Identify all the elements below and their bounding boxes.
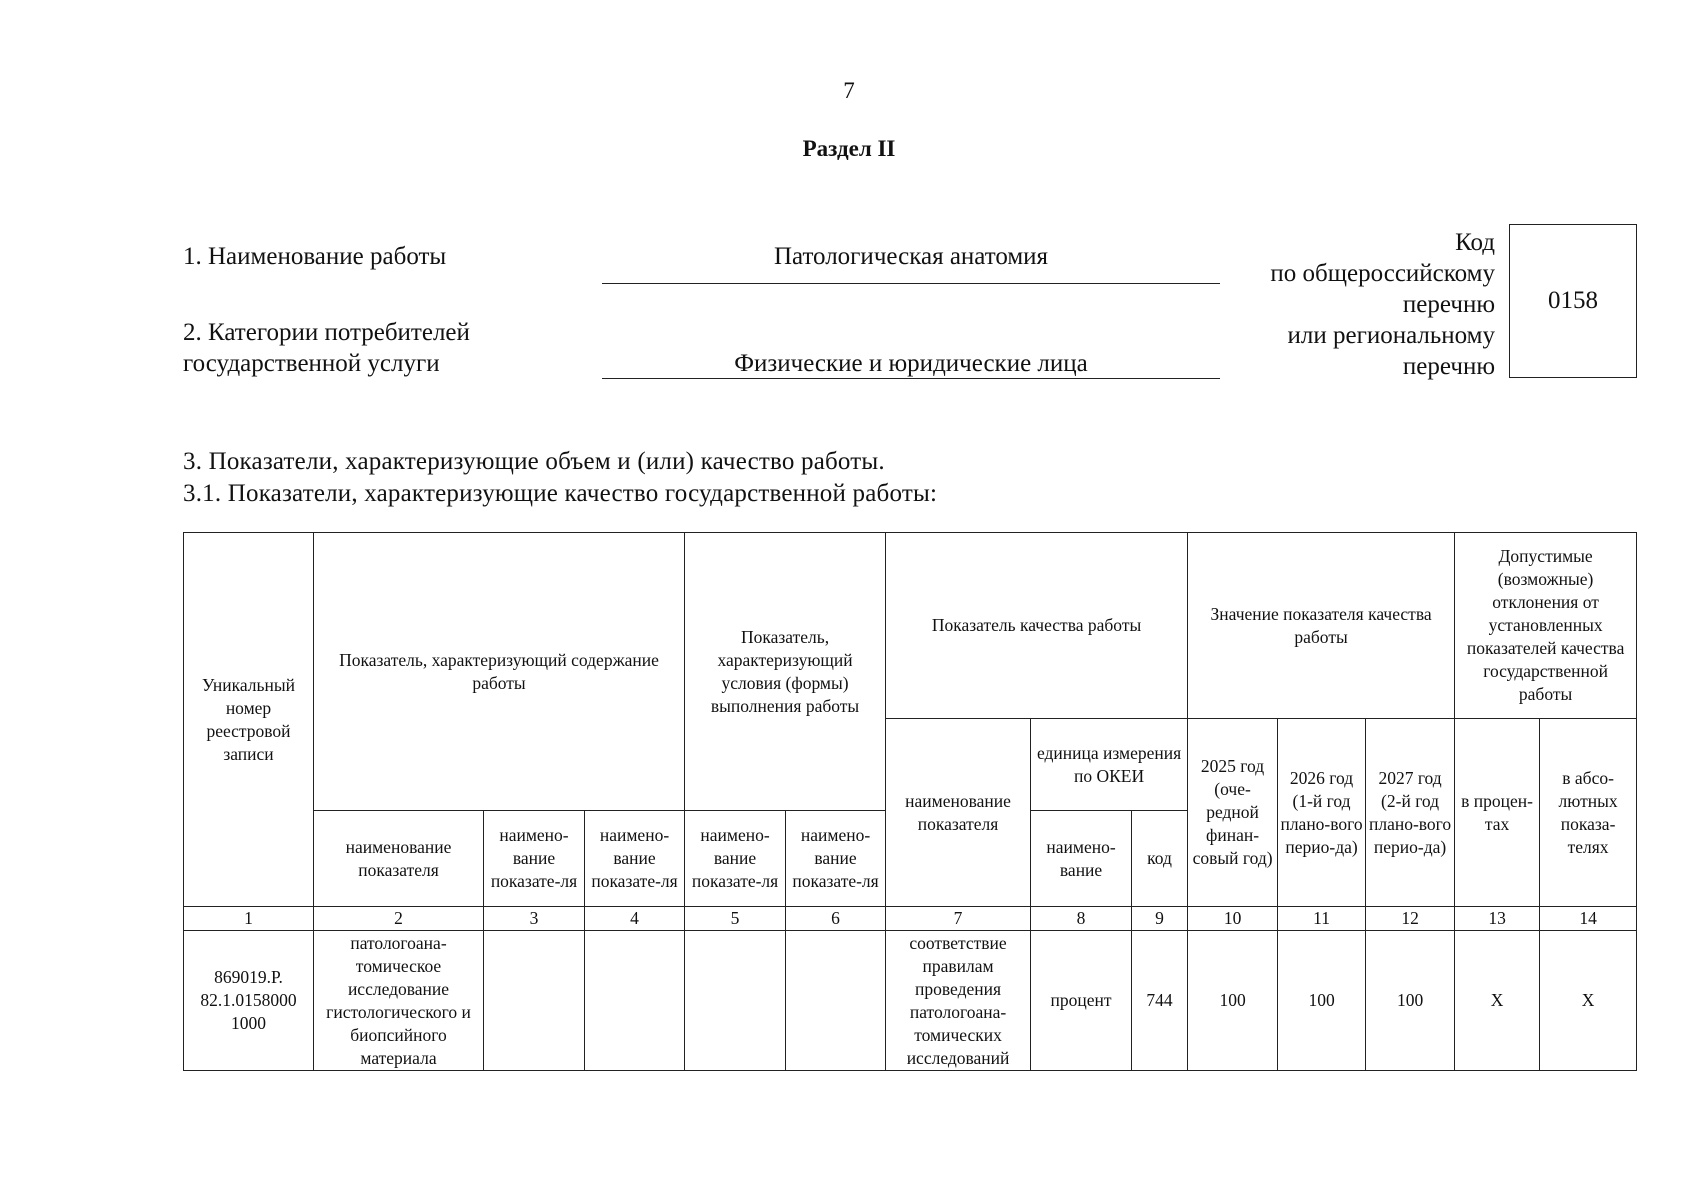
header-unique-number: Уникальный номер реестровой записи xyxy=(184,533,314,907)
work-name-value: Патологическая анатомия xyxy=(602,241,1220,284)
cell-deviation-percent: X xyxy=(1455,931,1540,1071)
column-number: 6 xyxy=(786,907,886,931)
cell-value-2025: 100 xyxy=(1188,931,1278,1071)
code-label-line: Код xyxy=(1455,229,1495,256)
cell-content-indicator-3 xyxy=(585,931,685,1071)
header-conditions-name-2: наимено-вание показате-ля xyxy=(786,811,886,907)
code-label xyxy=(1190,227,1495,382)
column-number: 2 xyxy=(314,907,484,931)
column-number: 7 xyxy=(886,907,1031,931)
cell-conditions-indicator-1 xyxy=(685,931,786,1071)
cell-content-indicator-2 xyxy=(484,931,585,1071)
column-number: 13 xyxy=(1455,907,1540,931)
code-label-line: перечню xyxy=(1402,353,1495,380)
code-label-line: перечню xyxy=(1402,291,1495,318)
code-label-line: или региональному xyxy=(1287,322,1495,349)
header-content-name-2: наимено-вание показате-ля xyxy=(484,811,585,907)
consumer-category-value: Физические и юридические лица xyxy=(602,348,1220,379)
header-year-2026: 2026 год (1-й год плано-вого перио-да) xyxy=(1278,719,1366,907)
header-quality-indicator: Показатель качества работы xyxy=(886,533,1188,719)
header-content-name-3: наимено-вание показате-ля xyxy=(585,811,685,907)
paragraph-3: 3. Показатели, характеризующие объем и (или) качество работы. xyxy=(183,448,885,475)
column-number: 14 xyxy=(1540,907,1637,931)
cell-registry-number: 869019.Р. 82.1.0158000 1000 xyxy=(184,931,314,1071)
column-number: 10 xyxy=(1188,907,1278,931)
code-value: 0158 xyxy=(1548,287,1598,314)
paragraph-3-1: 3.1. Показатели, характеризующие качество государственной работы: xyxy=(183,480,938,507)
cell-unit-name: процент xyxy=(1031,931,1132,1071)
cell-deviation-absolute: X xyxy=(1540,931,1637,1071)
column-number: 1 xyxy=(184,907,314,931)
cell-value-2027: 100 xyxy=(1366,931,1455,1071)
quality-indicators-table xyxy=(183,532,1637,1071)
header-indicator-value: Значение показателя качества работы xyxy=(1188,533,1455,719)
header-deviation-percent: в процен-тах xyxy=(1455,719,1540,907)
consumer-category-label-2: государственной услуги xyxy=(183,350,440,377)
section-title: Раздел II xyxy=(802,136,896,161)
header-year-2027: 2027 год (2-й год плано-вого перио-да) xyxy=(1366,719,1455,907)
cell-value-2026: 100 xyxy=(1278,931,1366,1071)
cell-conditions-indicator-2 xyxy=(786,931,886,1071)
header-unit-code: код xyxy=(1132,811,1188,907)
column-number: 4 xyxy=(585,907,685,931)
cell-unit-code: 744 xyxy=(1132,931,1188,1071)
header-unit-name: наимено-вание xyxy=(1031,811,1132,907)
code-label-line: по общероссийскому xyxy=(1270,260,1495,287)
column-number: 12 xyxy=(1366,907,1455,931)
header-content-name-1: наименование показателя xyxy=(314,811,484,907)
header-content-indicator: Показатель, характеризующий содержание работы xyxy=(314,533,685,811)
header-conditions-indicator: Показатель, характеризующий условия (формы) выполнения работы xyxy=(685,533,886,811)
column-number: 8 xyxy=(1031,907,1132,931)
column-number: 11 xyxy=(1278,907,1366,931)
consumer-category-label-1: 2. Категории потребителей xyxy=(183,319,470,346)
code-box xyxy=(1509,224,1637,378)
header-quality-indicator-name: наименование показателя xyxy=(886,719,1031,907)
header-unit-okei: единица измерения по ОКЕИ xyxy=(1031,719,1188,811)
header-allowed-deviation: Допустимые (возможные) отклонения от установленных показателей качества государственной работы xyxy=(1455,533,1637,719)
header-deviation-absolute: в абсо-лютных показа-телях xyxy=(1540,719,1637,907)
page-number: 7 xyxy=(843,78,855,103)
header-year-2025: 2025 год (оче-редной финан-совый год) xyxy=(1188,719,1278,907)
cell-content-indicator-1: патологоана-томическое исследование гистологического и биопсийного материала xyxy=(314,931,484,1071)
work-name-label: 1. Наименование работы xyxy=(183,243,447,270)
header-conditions-name-1: наимено-вание показате-ля xyxy=(685,811,786,907)
column-number: 3 xyxy=(484,907,585,931)
column-number: 9 xyxy=(1132,907,1188,931)
cell-quality-indicator-name: соответствие правилам проведения патологоана-томических исследований xyxy=(886,931,1031,1071)
column-number: 5 xyxy=(685,907,786,931)
